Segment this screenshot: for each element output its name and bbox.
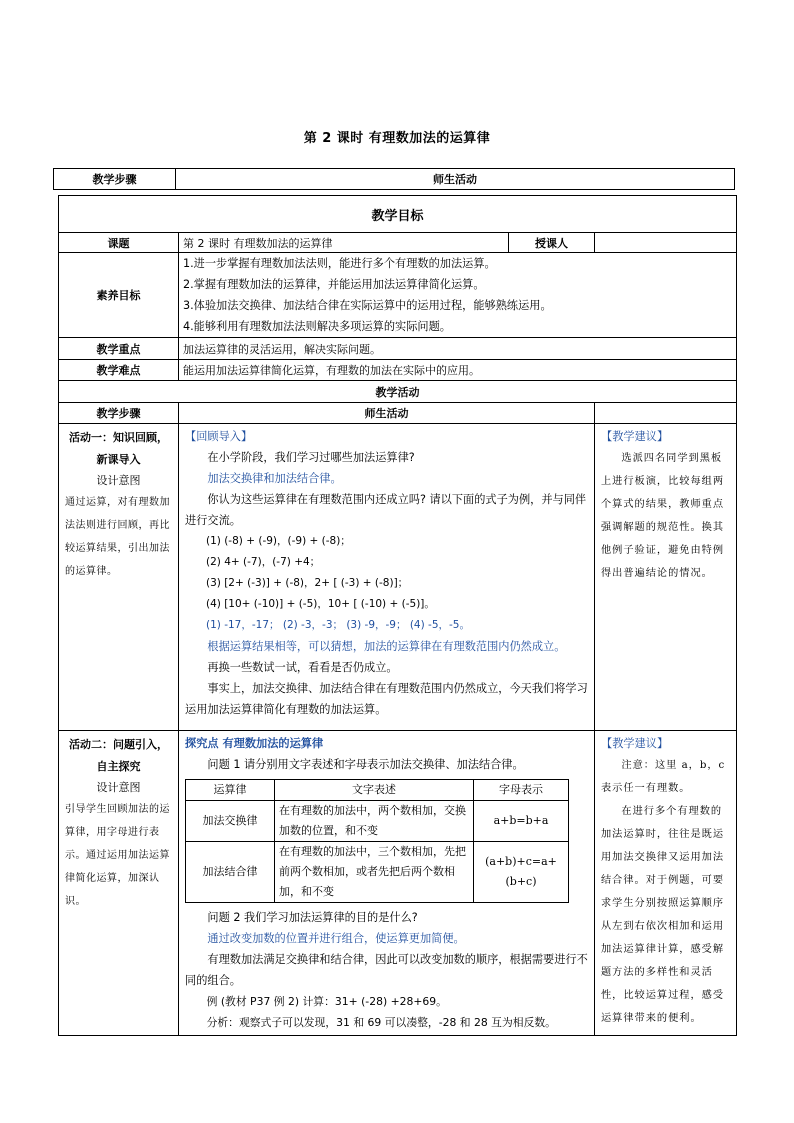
literacy-item: 1.进一步掌握有理数加法法则，能进行多个有理数的加法运算。	[183, 257, 496, 270]
act2-answer-2: 通过改变加数的位置并进行组合，使运算更加简便。	[207, 932, 465, 945]
act1-conclusion: 根据运算结果相等，可以猜想，加法的运算律在有理数范围内仍然成立。	[207, 640, 566, 653]
act2-question-1: 问题 1 请分别用文字表述和字母表示加法交换律、加法结合律。	[207, 758, 524, 771]
act1-section-tag: 【回顾导入】	[185, 430, 253, 443]
law-text: 在有理数的加法中，两个数相加，交换加数的位置，和不变	[275, 801, 474, 842]
activity-header: 师生活动	[179, 403, 595, 424]
act1-expr: (2) 4+ (-7)，(-7) +4；	[206, 556, 321, 568]
act1-design-label: 设计意图	[96, 474, 141, 487]
act1-fact: 事实上，加法交换律、加法结合律在有理数范围内仍然成立，今天我们将学习运用加法运算律简化有理数的加法运算。	[185, 682, 588, 716]
act2-question-2: 问题 2 我们学习加法运算律的目的是什么?	[207, 911, 418, 924]
act1-tip-text: 选派四名同学到黑板上进行板演，比较每组两个算式的结果，教师重点强调解题的规范性。换其他例子验证，避免由特例得出普遍结论的情况。	[601, 453, 725, 579]
act1-title: 活动一：知识回顾，新课导入	[69, 431, 168, 466]
act2-step	[59, 731, 179, 1036]
header-table	[53, 168, 735, 190]
law-header: 运算律	[186, 780, 275, 801]
act1-expr: (1) (-8) + (-9)，(-9) + (-8)；	[206, 535, 351, 547]
law-formula: (a+b)+c=a+(b+c)	[474, 842, 569, 903]
activity-step-header: 教学步骤	[59, 403, 179, 424]
hard-label: 教学难点	[59, 360, 179, 381]
act2-title: 活动二：问题引入，自主探究	[69, 738, 168, 773]
act1-expr: (4) [10+ (-10)] + (-5)，10+ [ (-10) + (-5)]。	[206, 598, 435, 610]
page-title: 第 2 课时 有理数加法的运算律	[303, 131, 491, 146]
act1-retry: 再换一些数试一试，看看是否仍成立。	[207, 661, 398, 674]
law-row	[186, 801, 569, 842]
act1-tip	[595, 424, 737, 731]
act1-question-2: 你认为这些运算律在有理数范围内还成立吗? 请以下面的式子为例，并与同伴进行交流。	[185, 493, 587, 527]
key-label: 教学重点	[59, 338, 179, 360]
act1-tip-tag: 【教学建议】	[601, 430, 669, 443]
act1-content	[179, 424, 595, 731]
act1-expr: (3) [2+ (-3)] + (-8)，2+ [ (-3) + (-8)]；	[206, 577, 409, 589]
act2-design-label: 设计意图	[96, 781, 141, 794]
lesson-table	[58, 195, 737, 1036]
act2-design-text: 引导学生回顾加法的运算律，用字母进行表示。通过运用加法运算律简化运算，加深认识。	[65, 804, 170, 907]
literacy-item: 2.掌握有理数加法的运算律，并能运用加法运算律简化运算。	[183, 278, 485, 291]
act1-question-1: 在小学阶段，我们学习过哪些加法运算律?	[207, 451, 415, 464]
law-header: 字母表示	[474, 780, 569, 801]
goal-heading: 教学目标	[59, 196, 737, 233]
act2-note: 有理数加法满足交换律和结合律，因此可以改变加数的顺序，根据需要进行不同的组合。	[185, 953, 588, 987]
hard-value: 能运用加法运算律简化运算，有理数的加法在实际中的应用。	[179, 360, 737, 381]
activity-heading: 教学活动	[59, 381, 737, 403]
act1-answer-1: 加法交换律和加法结合律。	[207, 472, 342, 485]
act1-answers: (1) -17，-17； (2) -3，-3； (3) -9，-9； (4) -5，-5。	[206, 619, 470, 631]
header-activity: 师生活动	[176, 169, 735, 190]
literacy-label: 素养目标	[59, 253, 179, 338]
act2-explore: 探究点 有理数加法的运算律	[185, 737, 324, 750]
law-formula: a+b=b+a	[474, 801, 569, 842]
act1-design-text: 通过运算，对有理数加法法则进行回顾，再比较运算结果，引出加法的运算律。	[65, 497, 170, 577]
literacy-goals	[179, 253, 737, 338]
act2-tip-text-2: 在进行多个有理数的加法运算时，往往是既运用加法交换律又运用加法结合律。对于例题，可要求学生分别按照运算顺序从左到右依次相加和运用加法运算律计算，感受解题方法的多样性和灵活性，比较运算过程，感受运算律带来的便利。	[601, 806, 725, 1024]
act2-content	[179, 731, 595, 1036]
law-name: 加法结合律	[186, 842, 275, 903]
teacher-value	[595, 233, 737, 253]
law-name: 加法交换律	[186, 801, 275, 842]
law-text: 在有理数的加法中，三个数相加，先把前两个数相加，或者先把后两个数相加，和不变	[275, 842, 474, 903]
teacher-label: 授课人	[509, 233, 595, 253]
literacy-item: 3.体验加法交换律、加法结合律在实际运算中的运用过程，能够熟练运用。	[183, 299, 552, 312]
law-header: 文字表述	[275, 780, 474, 801]
act2-example: 例 (教材 P37 例 2) 计算：31+ (-28) +28+69。	[206, 995, 447, 1008]
law-row	[186, 842, 569, 903]
act1-step	[59, 424, 179, 731]
header-step: 教学步骤	[54, 169, 176, 190]
topic-value: 第 2 课时 有理数加法的运算律	[179, 233, 509, 253]
key-value: 加法运算律的灵活运用，解决实际问题。	[179, 338, 737, 360]
act2-tip-text-1: 注意：这里 a，b，c 表示任一有理数。	[601, 760, 726, 794]
law-table	[185, 779, 569, 903]
act2-tip-tag: 【教学建议】	[601, 737, 669, 750]
topic-label: 课题	[59, 233, 179, 253]
activity-tip-header	[595, 403, 737, 424]
literacy-item: 4.能够利用有理数加法法则解决多项运算的实际问题。	[183, 320, 451, 333]
act2-analysis: 分析：观察式子可以发现，31 和 69 可以凑整，-28 和 28 互为相反数。	[206, 1016, 556, 1029]
act2-tip	[595, 731, 737, 1036]
